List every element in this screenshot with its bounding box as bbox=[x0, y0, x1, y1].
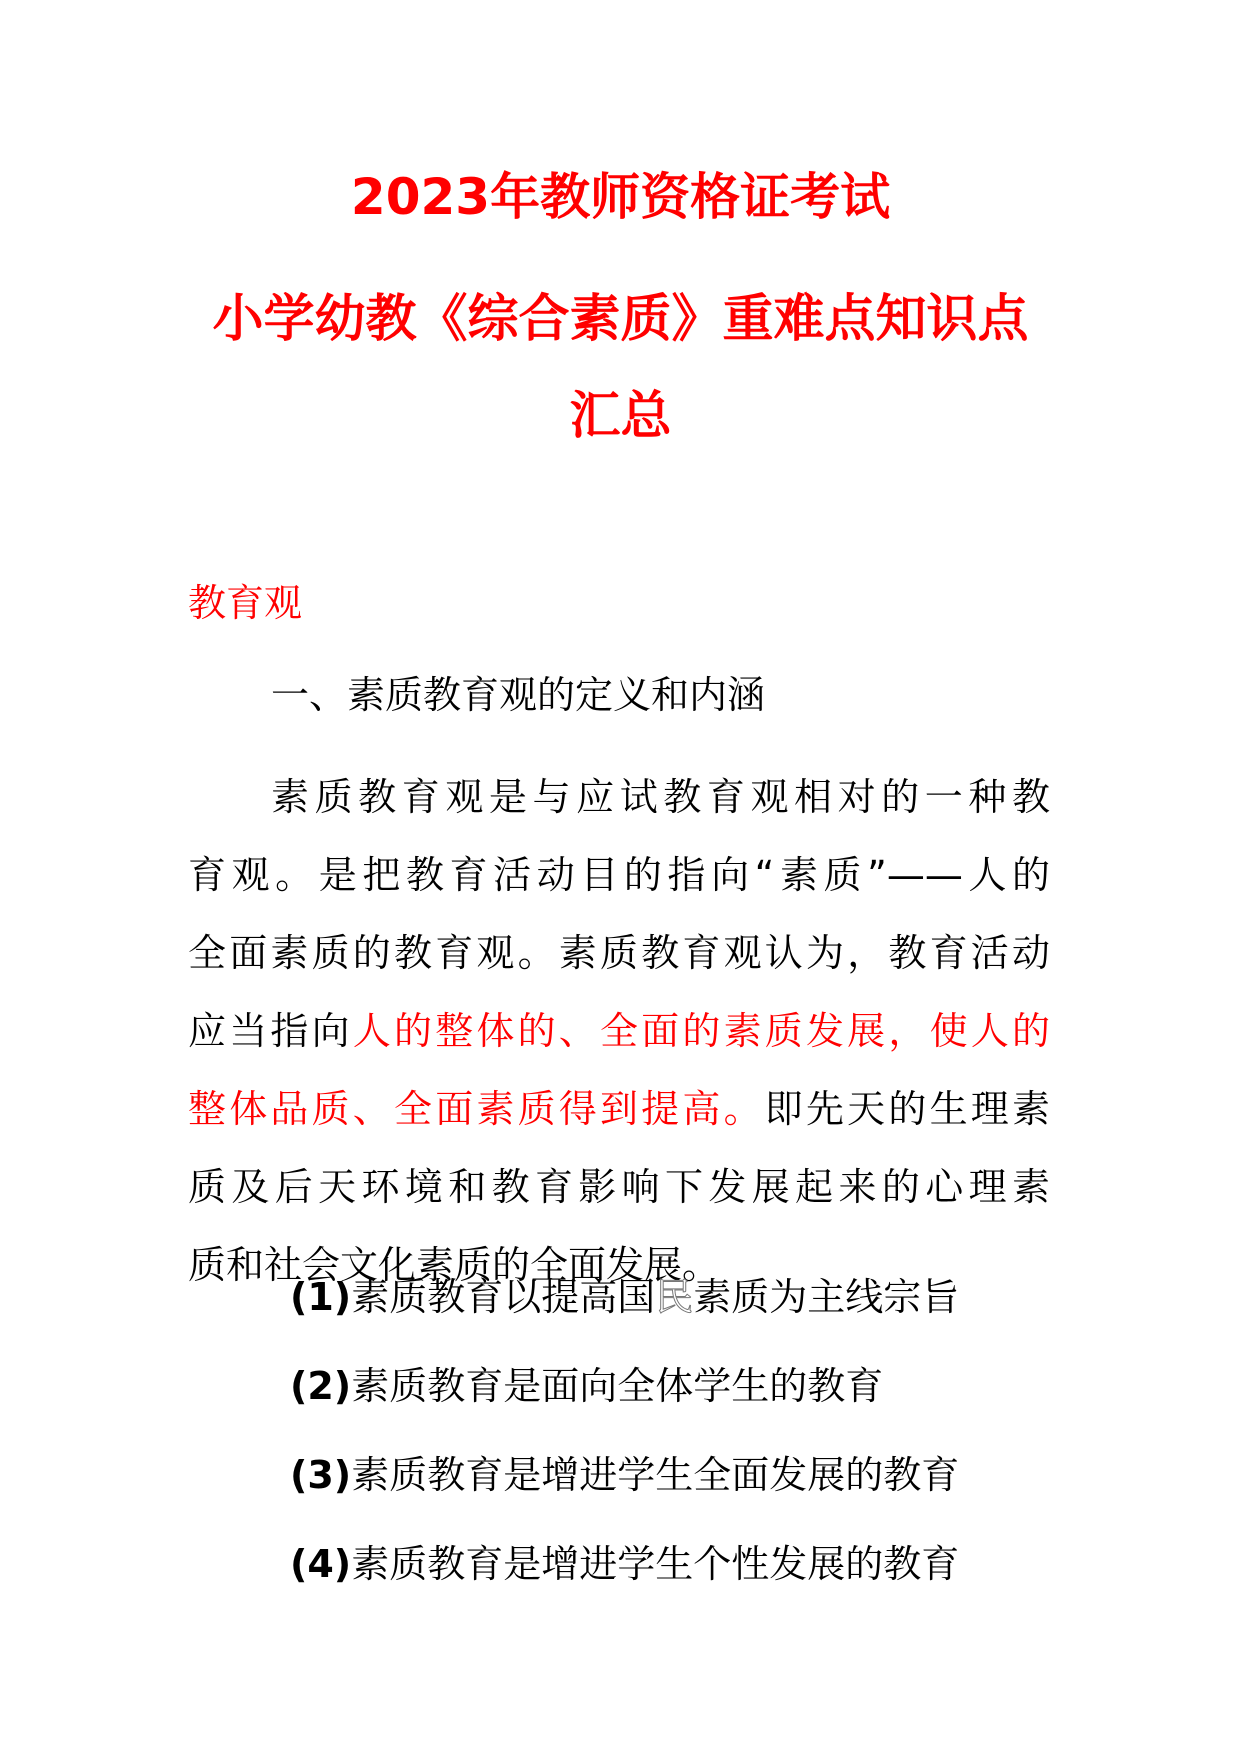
list-item-text: 素质为主线宗旨 bbox=[693, 1275, 960, 1319]
document-title-line-1: 2023年教师资格证考试 bbox=[350, 168, 891, 226]
paragraph-text: 即先天的生理素 bbox=[764, 1087, 1050, 1131]
list-item-number: (1) bbox=[290, 1275, 352, 1319]
subheading: 一、素质教育观的定义和内涵 bbox=[271, 673, 766, 717]
list-item-text: 素质教育以提高国 bbox=[351, 1275, 656, 1319]
list-item-number: (4) bbox=[290, 1542, 352, 1586]
document-title-line-2: 小学幼教《综合素质》重难点知识点 bbox=[212, 290, 1029, 349]
body-paragraph bbox=[188, 758, 1050, 1304]
list-item bbox=[290, 1361, 883, 1411]
document-title-line-3: 汇总 bbox=[569, 387, 672, 446]
list-item-number: (2) bbox=[290, 1364, 352, 1408]
paragraph-line: 质及后天环境和教育影响下发展起来的心理素 bbox=[188, 1165, 1050, 1209]
highlighted-text: 整体品质、全面素质得到提高。 bbox=[188, 1087, 765, 1131]
list-item-text: 素质教育是增进学生全面发展的教育 bbox=[351, 1453, 960, 1497]
paragraph-line: 育观。是把教育活动目的指向“素质”——人的 bbox=[188, 853, 1050, 897]
list-item-number: (3) bbox=[290, 1453, 352, 1497]
paragraph-line: 全面素质的教育观。素质教育观认为，教育活动 bbox=[188, 931, 1050, 975]
section-heading: 教育观 bbox=[188, 581, 303, 625]
list-item-text: 素质教育是面向全体学生的教育 bbox=[351, 1364, 884, 1408]
paragraph-line bbox=[188, 992, 1050, 1070]
list-item bbox=[290, 1539, 959, 1589]
paragraph-text: 应当指向 bbox=[188, 1009, 353, 1053]
paragraph-line: 素质教育观是与应试教育观相对的一种教 bbox=[271, 775, 1050, 819]
list-item-outlined-char: 民 bbox=[655, 1275, 694, 1319]
list-item-text: 素质教育是增进学生个性发展的教育 bbox=[351, 1542, 960, 1586]
list-item bbox=[290, 1272, 959, 1322]
highlighted-text: 人的整体的、全面的素质发展，使人的 bbox=[352, 1009, 1050, 1053]
paragraph-line bbox=[188, 1070, 1050, 1148]
list-item bbox=[290, 1450, 959, 1500]
paragraph-line: 质和社会文化素质的全面发展。 bbox=[188, 1243, 721, 1287]
